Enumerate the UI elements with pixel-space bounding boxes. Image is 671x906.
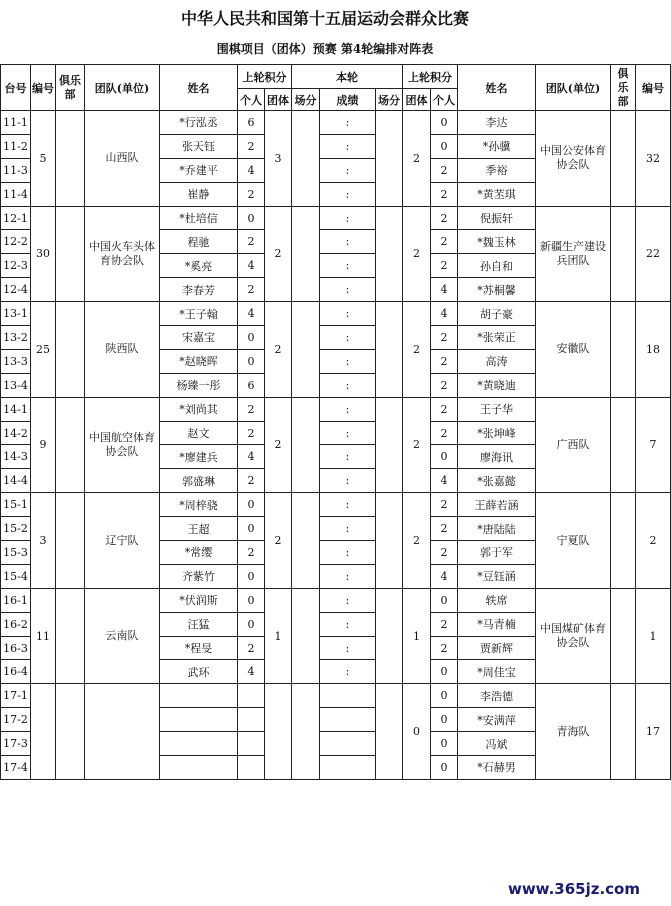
right-individual-points: 0 [431,111,458,135]
left-match-points [292,206,320,302]
right-player-name: 冯斌 [458,732,536,756]
game-result: : [320,469,376,493]
table-number: 11-1 [1,111,31,135]
left-player-name: 赵文 [160,421,238,445]
right-team-name: 新疆生产建设兵团队 [536,206,611,302]
table-row [1,206,671,230]
left-individual-points: 6 [238,373,265,397]
right-player-name: *唐陆陆 [458,517,536,541]
header-team-no: 编号 [31,65,56,111]
left-team-name: 山西队 [85,111,160,207]
game-result: : [320,326,376,350]
right-individual-points: 2 [431,612,458,636]
left-individual-points: 2 [238,182,265,206]
left-club [56,397,85,493]
game-result: : [320,612,376,636]
left-individual-points: 2 [238,541,265,565]
right-individual-points: 4 [431,469,458,493]
left-player-name: 宋嘉宝 [160,326,238,350]
right-team-number: 22 [636,206,671,302]
left-individual-points: 0 [238,564,265,588]
left-match-points [292,588,320,684]
right-individual-points: 2 [431,397,458,421]
right-player-name: *豆钰涵 [458,564,536,588]
left-individual-points: 4 [238,445,265,469]
left-club [56,684,85,780]
right-player-name: *张荣正 [458,326,536,350]
left-team-points: 2 [265,493,292,589]
left-team-name: 辽宁队 [85,493,160,589]
table-number: 15-1 [1,493,31,517]
right-team-name: 青海队 [536,684,611,780]
table-number: 12-4 [1,278,31,302]
left-team-number: 11 [31,588,56,684]
right-team-name: 宁夏队 [536,493,611,589]
header-team: 团队(单位) [85,65,160,111]
left-individual-points: 0 [238,326,265,350]
left-team-name [85,684,160,780]
header-prev-points: 上轮积分 [238,65,292,89]
left-team-name: 中国火车头体育协会队 [85,206,160,302]
right-team-name: 中国煤矿体育协会队 [536,588,611,684]
game-result: : [320,541,376,565]
left-team-name: 云南队 [85,588,160,684]
right-match-points [376,206,403,302]
left-player-name: 武环 [160,660,238,684]
right-individual-points: 0 [431,684,458,708]
right-player-name: 孙自和 [458,254,536,278]
table-number: 14-1 [1,397,31,421]
game-result: : [320,588,376,612]
right-individual-points: 4 [431,302,458,326]
right-individual-points: 0 [431,732,458,756]
right-team-number: 2 [636,493,671,589]
header-team-right: 团队(单位) [536,65,611,111]
right-individual-points: 2 [431,349,458,373]
right-player-name: *安满萍 [458,708,536,732]
game-result: : [320,182,376,206]
left-player-name: *杜培信 [160,206,238,230]
left-individual-points: 0 [238,493,265,517]
header-table-no: 台号 [1,65,31,111]
left-individual-points [238,684,265,708]
header-club: 俱乐部 [56,65,85,111]
header-this-round: 本轮 [292,65,403,89]
left-player-name: *伏润斯 [160,588,238,612]
left-individual-points [238,756,265,780]
right-individual-points: 4 [431,564,458,588]
left-individual-points: 2 [238,469,265,493]
left-player-name: 张天钰 [160,134,238,158]
right-player-name: *周佳宝 [458,660,536,684]
pairing-table [0,64,671,780]
right-match-points [376,493,403,589]
table-number: 12-2 [1,230,31,254]
left-player-name: 王超 [160,517,238,541]
header-prev-points-right: 上轮积分 [403,65,458,89]
right-individual-points: 0 [431,660,458,684]
right-team-number: 7 [636,397,671,493]
left-team-number: 9 [31,397,56,493]
game-result: : [320,349,376,373]
table-number: 14-3 [1,445,31,469]
header-team-pts-right: 团体 [403,89,431,111]
left-individual-points: 2 [238,230,265,254]
left-individual-points: 2 [238,421,265,445]
table-row [1,302,671,326]
right-player-name: *苏桐馨 [458,278,536,302]
left-player-name: *常缨 [160,541,238,565]
right-team-name: 安徽队 [536,302,611,398]
watermark: www.365jz.com [507,880,640,898]
game-result: : [320,397,376,421]
game-result: : [320,445,376,469]
right-team-number: 17 [636,684,671,780]
table-number: 16-3 [1,636,31,660]
game-result: : [320,421,376,445]
table-number: 17-1 [1,684,31,708]
left-individual-points: 4 [238,660,265,684]
left-player-name: *赵晓晖 [160,349,238,373]
left-team-points [265,684,292,780]
right-player-name: 王子华 [458,397,536,421]
right-team-points: 2 [403,302,431,398]
left-club [56,493,85,589]
right-individual-points: 0 [431,588,458,612]
left-individual-points: 2 [238,278,265,302]
left-individual-points: 0 [238,206,265,230]
left-player-name [160,732,238,756]
left-player-name: *行泓丞 [160,111,238,135]
header-name-right: 姓名 [458,65,536,111]
left-club [56,111,85,207]
left-player-name: *廖建兵 [160,445,238,469]
right-player-name: 贾新辉 [458,636,536,660]
right-team-number: 1 [636,588,671,684]
game-result: : [320,373,376,397]
right-player-name: *张坤峰 [458,421,536,445]
right-player-name: 高涛 [458,349,536,373]
right-team-name: 中国公安体育协会队 [536,111,611,207]
right-individual-points: 2 [431,206,458,230]
table-row [1,588,671,612]
game-result [320,684,376,708]
game-result: : [320,564,376,588]
right-team-points: 1 [403,588,431,684]
header-team-no-right: 编号 [636,65,671,111]
right-individual-points: 2 [431,158,458,182]
left-individual-points: 6 [238,111,265,135]
left-match-points [292,684,320,780]
left-individual-points: 2 [238,134,265,158]
right-player-name: 郭于军 [458,541,536,565]
right-team-number: 18 [636,302,671,398]
game-result: : [320,278,376,302]
right-team-points: 2 [403,397,431,493]
right-player-name: *孙骥 [458,134,536,158]
left-match-points [292,302,320,398]
table-number: 15-3 [1,541,31,565]
left-match-points [292,111,320,207]
left-team-points: 3 [265,111,292,207]
table-number: 14-4 [1,469,31,493]
left-individual-points [238,708,265,732]
right-match-points [376,111,403,207]
left-individual-points: 4 [238,158,265,182]
left-player-name: 汪猛 [160,612,238,636]
right-team-number: 32 [636,111,671,207]
right-player-name: 胡子豪 [458,302,536,326]
game-result: : [320,230,376,254]
game-result: : [320,660,376,684]
game-result: : [320,636,376,660]
table-number: 11-4 [1,182,31,206]
left-individual-points [238,732,265,756]
right-player-name: *张嘉懿 [458,469,536,493]
right-match-points [376,684,403,780]
table-row [1,111,671,135]
page-title: 中华人民共和国第十五届运动会群众比赛 [180,9,469,28]
right-individual-points: 2 [431,636,458,660]
right-team-points: 2 [403,493,431,589]
page-subtitle: 围棋项目（团体）预赛 第4轮编排对阵表 [216,42,434,56]
left-individual-points: 0 [238,517,265,541]
game-result: : [320,302,376,326]
left-team-points: 1 [265,588,292,684]
header-individual: 个人 [238,89,265,111]
right-club [611,684,636,780]
left-player-name [160,756,238,780]
right-individual-points: 2 [431,493,458,517]
table-number: 14-2 [1,421,31,445]
table-number: 17-4 [1,756,31,780]
table-number: 11-3 [1,158,31,182]
left-match-points [292,397,320,493]
table-number: 16-2 [1,612,31,636]
game-result [320,708,376,732]
left-club [56,302,85,398]
left-team-points: 2 [265,397,292,493]
game-result: : [320,134,376,158]
right-player-name: 轶席 [458,588,536,612]
right-team-points: 0 [403,684,431,780]
right-team-name: 广西队 [536,397,611,493]
table-number: 13-2 [1,326,31,350]
left-team-name: 中国航空体育协会队 [85,397,160,493]
left-player-name [160,708,238,732]
left-individual-points: 2 [238,397,265,421]
right-player-name: 李达 [458,111,536,135]
right-individual-points: 0 [431,445,458,469]
table-number: 13-3 [1,349,31,373]
right-club [611,588,636,684]
table-number: 13-1 [1,302,31,326]
game-result: : [320,158,376,182]
left-team-number: 25 [31,302,56,398]
right-player-name: *黄苤琪 [458,182,536,206]
table-number: 12-3 [1,254,31,278]
left-team-number: 5 [31,111,56,207]
game-result [320,732,376,756]
left-individual-points: 2 [238,636,265,660]
right-team-points: 2 [403,111,431,207]
left-team-points: 2 [265,302,292,398]
right-individual-points: 2 [431,254,458,278]
left-team-name: 陕西队 [85,302,160,398]
table-number: 17-3 [1,732,31,756]
left-player-name: 郭盛琳 [160,469,238,493]
left-player-name: 齐紫竹 [160,564,238,588]
left-player-name: *刘尚其 [160,397,238,421]
right-individual-points: 4 [431,278,458,302]
right-player-name: 季裕 [458,158,536,182]
right-match-points [376,397,403,493]
right-individual-points: 2 [431,541,458,565]
game-result: : [320,254,376,278]
header-name: 姓名 [160,65,238,111]
left-player-name: *周梓骁 [160,493,238,517]
left-team-number [31,684,56,780]
game-result: : [320,111,376,135]
left-player-name: 李春芳 [160,278,238,302]
right-player-name: *马青楠 [458,612,536,636]
left-player-name: *程旻 [160,636,238,660]
left-player-name: *奚亮 [160,254,238,278]
header-match-pts-right: 场分 [376,89,403,111]
table-row [1,684,671,708]
right-club [611,397,636,493]
right-player-name: *魏玉林 [458,230,536,254]
table-number: 17-2 [1,708,31,732]
right-individual-points: 2 [431,373,458,397]
left-individual-points: 4 [238,302,265,326]
right-individual-points: 2 [431,517,458,541]
right-team-points: 2 [403,206,431,302]
left-player-name: *乔建平 [160,158,238,182]
right-player-name: 倪振轩 [458,206,536,230]
left-club [56,206,85,302]
right-player-name: 李浩德 [458,684,536,708]
header-result: 成绩 [320,89,376,111]
right-player-name: 廖海讯 [458,445,536,469]
table-number: 15-4 [1,564,31,588]
right-player-name: *黄晓迪 [458,373,536,397]
left-player-name [160,684,238,708]
left-player-name: 崔静 [160,182,238,206]
left-player-name: *王子翰 [160,302,238,326]
header-club-right: 俱乐部 [611,65,636,111]
left-player-name: 程驰 [160,230,238,254]
right-individual-points: 2 [431,182,458,206]
right-individual-points: 2 [431,326,458,350]
right-individual-points: 0 [431,134,458,158]
table-number: 12-1 [1,206,31,230]
right-match-points [376,302,403,398]
right-player-name: *石赫男 [458,756,536,780]
right-individual-points: 0 [431,756,458,780]
right-individual-points: 2 [431,421,458,445]
left-team-points: 2 [265,206,292,302]
game-result: : [320,206,376,230]
right-individual-points: 0 [431,708,458,732]
table-number: 16-4 [1,660,31,684]
right-club [611,111,636,207]
table-number: 16-1 [1,588,31,612]
table-number: 11-2 [1,134,31,158]
game-result: : [320,517,376,541]
right-individual-points: 2 [431,230,458,254]
left-individual-points: 0 [238,349,265,373]
left-club [56,588,85,684]
header-team-pts: 团体 [265,89,292,111]
right-club [611,493,636,589]
game-result: : [320,493,376,517]
right-player-name: 王薛若涵 [458,493,536,517]
left-team-number: 3 [31,493,56,589]
game-result [320,756,376,780]
header-match-pts: 场分 [292,89,320,111]
left-individual-points: 4 [238,254,265,278]
table-row [1,493,671,517]
left-individual-points: 0 [238,588,265,612]
table-number: 15-2 [1,517,31,541]
right-club [611,302,636,398]
table-row [1,397,671,421]
right-match-points [376,588,403,684]
left-individual-points: 0 [238,612,265,636]
header-individual-right: 个人 [431,89,458,111]
right-club [611,206,636,302]
table-number: 13-4 [1,373,31,397]
left-team-number: 30 [31,206,56,302]
left-player-name: 杨臻一彤 [160,373,238,397]
left-match-points [292,493,320,589]
